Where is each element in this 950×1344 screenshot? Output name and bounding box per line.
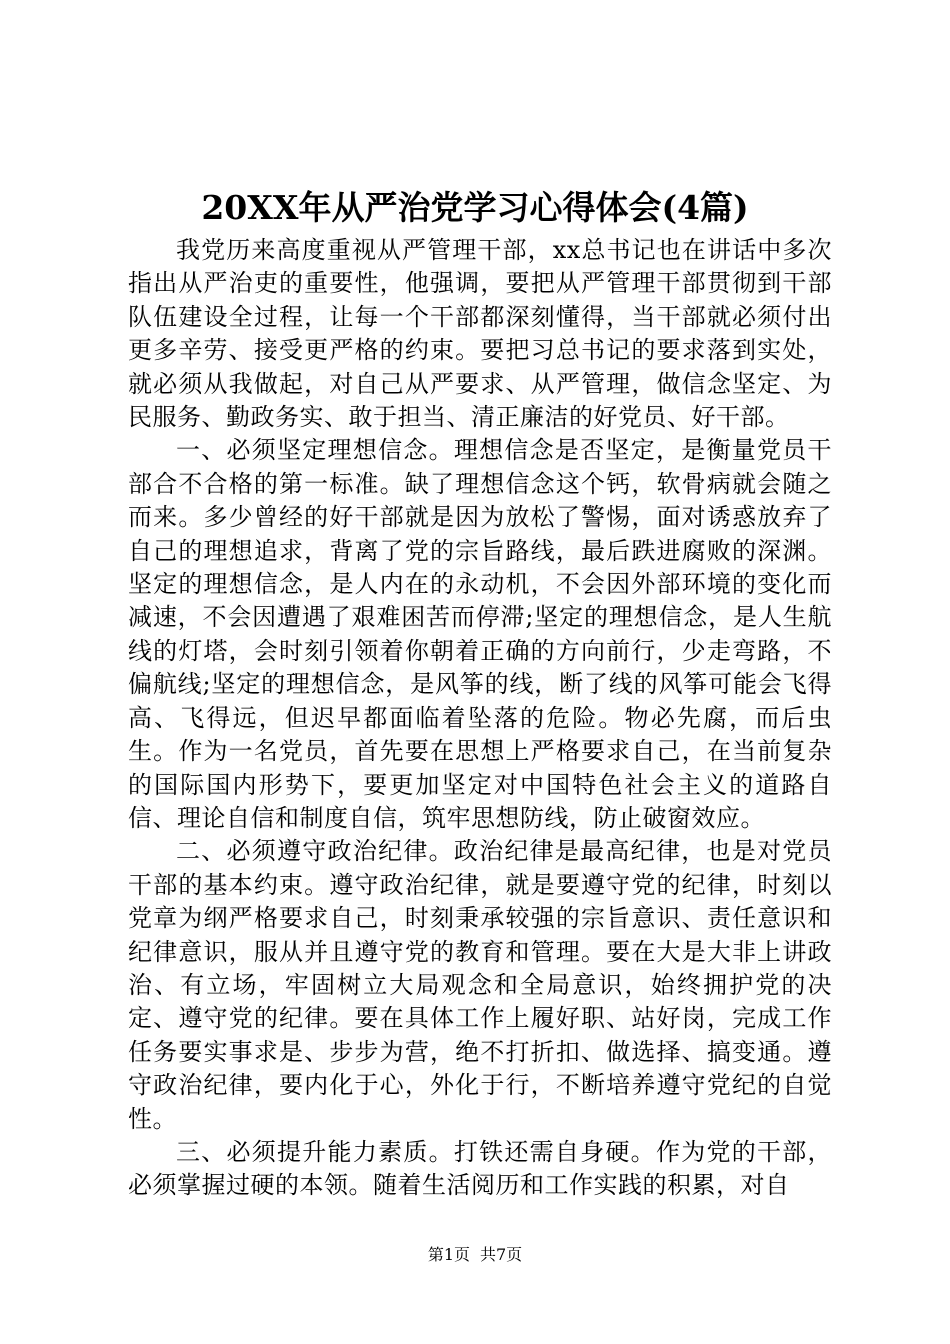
paragraph-intro: 我党历来高度重视从严管理干部，xx总书记也在讲话中多次指出从严治吏的重要性，他强调，要把从严管理干部贯彻到干部队伍建设全过程，让每一个干部都深刻懂得，当干部就必须付出更多辛劳、接受更严格的约束。要把习总书记的要求落到实处，就必须从我做起，对自己从严要求、从严管理，做信念坚定、为民服务、勤政务实、敢于担当、清正廉洁的好党员、好干部。 [128, 236, 832, 432]
page-footer [0, 1244, 950, 1266]
paragraph-section-2: 二、必须遵守政治纪律。政治纪律是最高纪律，也是对党员干部的基本约束。遵守政治纪律，就是要遵守党的纪律，时刻以党章为纲严格要求自己，时刻秉承较强的宗旨意识、责任意识和纪律意识，服从并且遵守党的教育和管理。要在大是大非上讲政治、有立场，牢固树立大局观念和全局意识，始终拥护党的决定、遵守党的纪律。要在具体工作上履好职、站好岗，完成工作任务要实事求是、步步为营，绝不打折扣、做选择、搞变通。遵守政治纪律，要内化于心，外化于行，不断培养遵守党纪的自觉性。 [128, 837, 832, 1133]
page-total: 共7页 [480, 1245, 523, 1264]
document-title: 20XX年从严治党学习心得体会(4篇) [201, 188, 749, 227]
paragraph-section-3: 三、必须提升能力素质。打铁还需自身硬。作为党的干部，必须掌握过硬的本领。随着生活阅历和工作实践的积累，对自 [128, 1137, 832, 1200]
paragraph-section-1: 一、必须坚定理想信念。理想信念是否坚定，是衡量党员干部合不合格的第一标准。缺了理想信念这个钙，软骨病就会随之而来。多少曾经的好干部就是因为放松了警惕，面对诱惑放弃了自己的理想追求，背离了党的宗旨路线，最后跌进腐败的深渊。坚定的理想信念，是人内在的永动机，不会因外部环境的变化而减速，不会因遭遇了艰难困苦而停滞;坚定的理想信念，是人生航线的灯塔，会时刻引领着你朝着正确的方向前行，少走弯路，不偏航线;坚定的理想信念，是风筝的线，断了线的风筝可能会飞得高、飞得远，但迟早都面临着坠落的危险。物必先腐，而后虫生。作为一名党员，首先要在思想上严格要求自己，在当前复杂的国际国内形势下，要更加坚定对中国特色社会主义的道路自信、理论自信和制度自信，筑牢思想防线，防止破窗效应。 [128, 436, 832, 832]
document-body [128, 234, 832, 1203]
page-number: 第1页 [427, 1245, 470, 1264]
